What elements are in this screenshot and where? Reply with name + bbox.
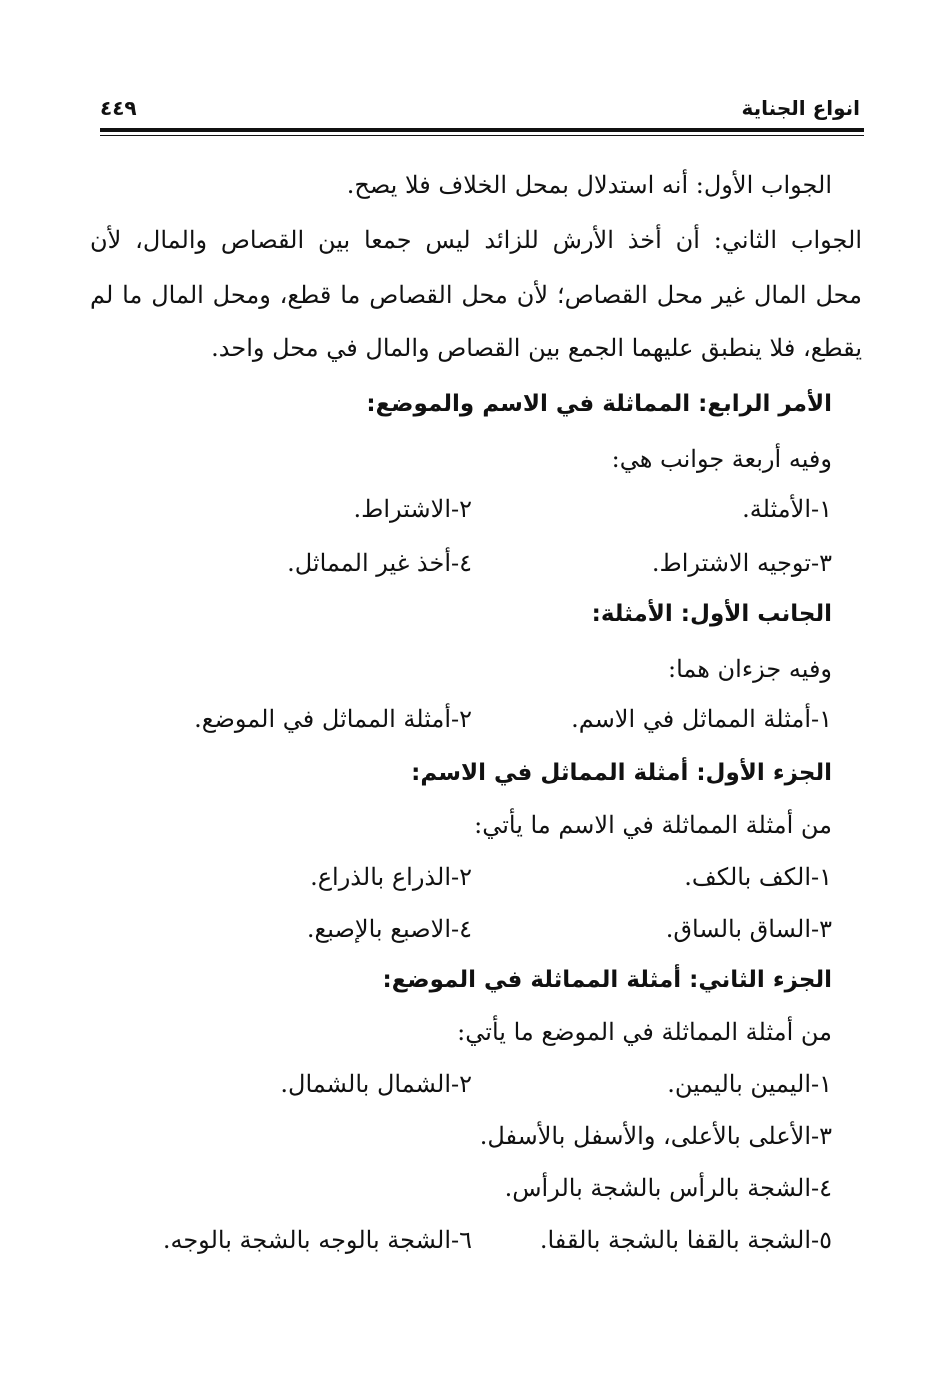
part-heading: الجزء الثاني: أمثلة المماثلة في الموضع: bbox=[382, 967, 832, 993]
list-item: ٢-الاشتراط. bbox=[353, 495, 472, 523]
list-item: ٢-الشمال بالشمال. bbox=[280, 1070, 472, 1098]
list-item: ٤-الاصبع بالإصبع. bbox=[306, 915, 472, 943]
list-item: ٥-الشجة بالقفا بالشجة بالقفا. bbox=[539, 1226, 832, 1254]
running-title: انواع الجناية bbox=[741, 96, 860, 120]
list-item: ١-الأمثلة. bbox=[742, 495, 832, 523]
part-intro: من أمثلة المماثلة في الموضع ما يأتي: bbox=[457, 1018, 832, 1046]
paragraph-line: الجواب الأول: أنه استدلال بمحل الخلاف فلا يصح. bbox=[346, 171, 832, 199]
header-rule-thin bbox=[100, 135, 864, 136]
list-item: ١-الكف بالكف. bbox=[684, 863, 832, 891]
paragraph-line: الجواب الثاني: أن أخذ الأرش للزائد ليس جمعا بين القصاص والمال، لأن bbox=[90, 226, 862, 254]
list-item: ٤-أخذ غير المماثل. bbox=[287, 549, 472, 577]
part-heading: الجزء الأول: أمثلة المماثل في الاسم: bbox=[411, 760, 832, 786]
list-item: ١-اليمين باليمين. bbox=[667, 1070, 832, 1098]
list-item: ٣-الساق بالساق. bbox=[665, 915, 832, 943]
list-item: ٤-الشجة بالرأس بالشجة بالرأس. bbox=[504, 1174, 832, 1202]
paragraph-line: محل المال غير محل القصاص؛ لأن محل القصاص ما قطع، ومحل المال ما لم bbox=[90, 281, 862, 309]
aspect-intro: وفيه جزءان هما: bbox=[667, 655, 832, 683]
paragraph-line: يقطع، فلا ينطبق عليهما الجمع بين القصاص والمال في محل واحد. bbox=[211, 334, 862, 362]
section-heading: الأمر الرابع: المماثلة في الاسم والموضع: bbox=[366, 391, 832, 417]
part-intro: من أمثلة المماثلة في الاسم ما يأتي: bbox=[474, 811, 832, 839]
list-item: ١-أمثلة المماثل في الاسم. bbox=[571, 705, 832, 733]
list-item: ٦-الشجة بالوجه بالشجة بالوجه. bbox=[162, 1226, 472, 1254]
list-item: ٣-توجيه الاشتراط. bbox=[651, 549, 832, 577]
header-rule-thick bbox=[100, 128, 864, 132]
aspect-heading: الجانب الأول: الأمثلة: bbox=[591, 601, 832, 627]
page-number: ٤٤٩ bbox=[100, 96, 137, 120]
list-item: ٣-الأعلى بالأعلى، والأسفل بالأسفل. bbox=[479, 1122, 832, 1150]
section-intro: وفيه أربعة جوانب هي: bbox=[611, 445, 832, 473]
list-item: ٢-أمثلة المماثل في الموضع. bbox=[194, 705, 472, 733]
list-item: ٢-الذراع بالذراع. bbox=[310, 863, 472, 891]
